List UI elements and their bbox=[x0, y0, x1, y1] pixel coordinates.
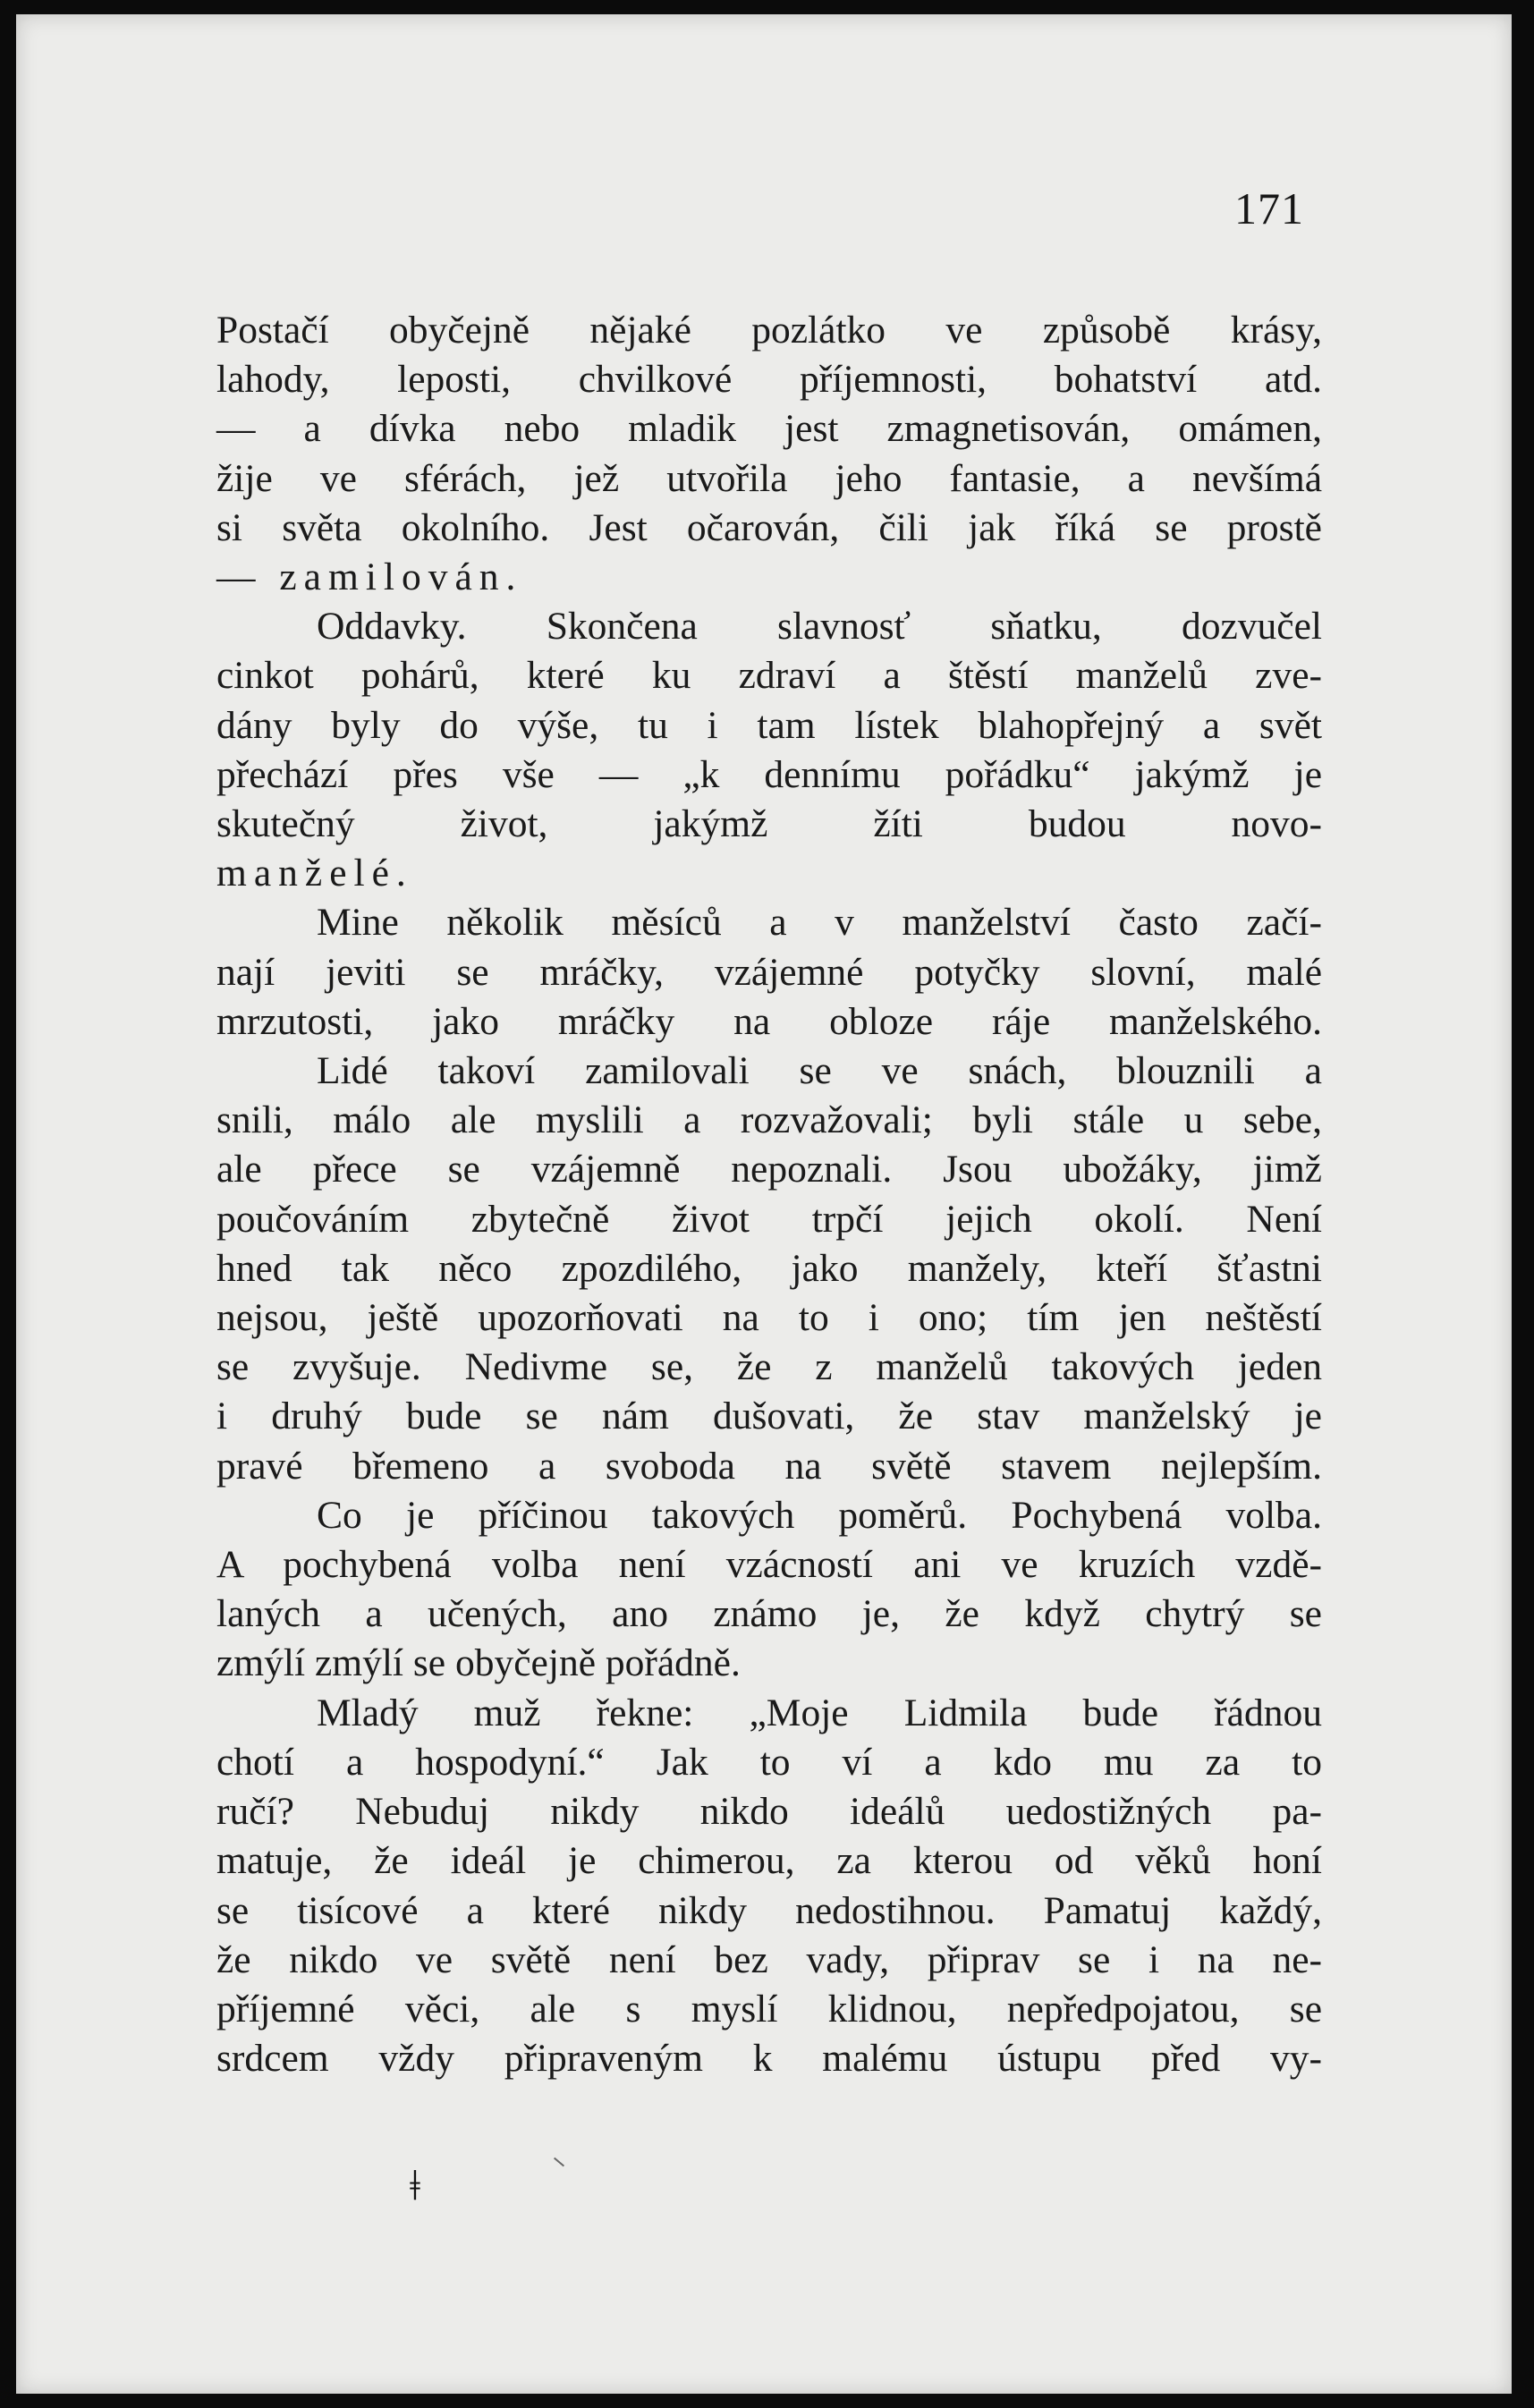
text-line: Oddavky. Skončena slavnosť sňatku, dozvučel bbox=[317, 605, 1322, 649]
text-line: laných a učených, ano známo je, že když chytrý se bbox=[216, 1592, 1322, 1636]
text-line: se zvyšuje. Nedivme se, že z manželů takových jeden bbox=[216, 1345, 1322, 1389]
text-line: zmýlí zmýlí se obyčejně pořádně. bbox=[216, 1641, 741, 1685]
text-line: matuje, že ideál je chimerou, za kterou od věků honí bbox=[216, 1839, 1322, 1883]
text-line: se tisícové a které nikdy nedostihnou. Pamatuj každý, bbox=[216, 1888, 1322, 1932]
text-line: ale přece se vzájemně nepoznali. Jsou ubožáky, jimž bbox=[216, 1148, 1322, 1191]
text-line: mrzutosti, jako mráčky na obloze ráje manželského. bbox=[216, 999, 1322, 1043]
text-line: chotí a hospodyní.“ Jak to ví a kdo mu za to bbox=[216, 1740, 1322, 1784]
text-line: srdcem vždy připraveným k malému ústupu před vy- bbox=[216, 2037, 1322, 2081]
text-line: že nikdo ve světě není bez vady, připrav se i na ne- bbox=[216, 1937, 1322, 1981]
text-line: A pochybená volba není vzácností ani ve kruzích vzdě- bbox=[216, 1543, 1322, 1587]
text-line: Mladý muž řekne: „Moje Lidmila bude řádnou bbox=[317, 1691, 1322, 1734]
text-line: ručí? Nebuduj nikdy nikdo ideálů uedostižných pa- bbox=[216, 1790, 1322, 1834]
page-number: 171 bbox=[1234, 183, 1304, 233]
stray-ink-mark: ǂ bbox=[410, 2162, 420, 2209]
stray-pencil-mark bbox=[554, 2158, 564, 2167]
text-line: Co je příčinou takových poměrů. Pochybená volba. bbox=[317, 1493, 1322, 1537]
text-line: příjemné věci, ale s myslí klidnou, nepředpojatou, se bbox=[216, 1987, 1322, 2031]
text-line: Mine několik měsíců a v manželství často začí- bbox=[317, 901, 1322, 945]
text-line: si světa okolního. Jest očarován, čili jak říká se prostě bbox=[216, 505, 1322, 549]
text-line: přechází přes vše — „k dennímu pořádku“ jakýmž je bbox=[216, 752, 1322, 796]
text-line: hned tak něco zpozdilého, jako manžely, kteří šťastni bbox=[216, 1246, 1322, 1290]
text-line: snili, málo ale myslili a rozvažovali; byli stále u sebe, bbox=[216, 1098, 1322, 1142]
text-line: cinkot pohárů, které ku zdraví a štěstí manželů zve- bbox=[216, 654, 1322, 698]
text-line: skutečný život, jakýmž žíti budou novo- bbox=[216, 802, 1322, 846]
text-line: poučováním zbytečně život trpčí jejich okolí. Není bbox=[216, 1197, 1322, 1241]
text-line: lahody, leposti, chvilkové příjemnosti, bohatství atd. bbox=[216, 358, 1322, 402]
text-line: pravé břemeno a svoboda na světě stavem nejlepším. bbox=[216, 1444, 1322, 1488]
text-line: i druhý bude se nám dušovati, že stav manželský je bbox=[216, 1395, 1322, 1438]
text-line: nají jeviti se mráčky, vzájemné potyčky slovní, malé bbox=[216, 950, 1322, 994]
text-line: — a dívka nebo mladik jest zmagnetisován, omámen, bbox=[216, 407, 1322, 451]
text-line: dány byly do výše, tu i tam lístek blahopřejný a svět bbox=[216, 703, 1322, 747]
text-line: Lidé takoví zamilovali se ve snách, blouznili a bbox=[317, 1049, 1322, 1093]
text-line: manželé. bbox=[216, 852, 413, 895]
book-page bbox=[16, 14, 1512, 2394]
text-line: — zamilován. bbox=[216, 555, 523, 599]
text-line: nejsou, ještě upozorňovati na to i ono; tím jen neštěstí bbox=[216, 1296, 1322, 1340]
text-line: žije ve sférách, jež utvořila jeho fantasie, a nevšímá bbox=[216, 456, 1322, 500]
text-line: Postačí obyčejně nějaké pozlátko ve způsobě krásy, bbox=[216, 309, 1322, 352]
body-text bbox=[216, 306, 1322, 2083]
